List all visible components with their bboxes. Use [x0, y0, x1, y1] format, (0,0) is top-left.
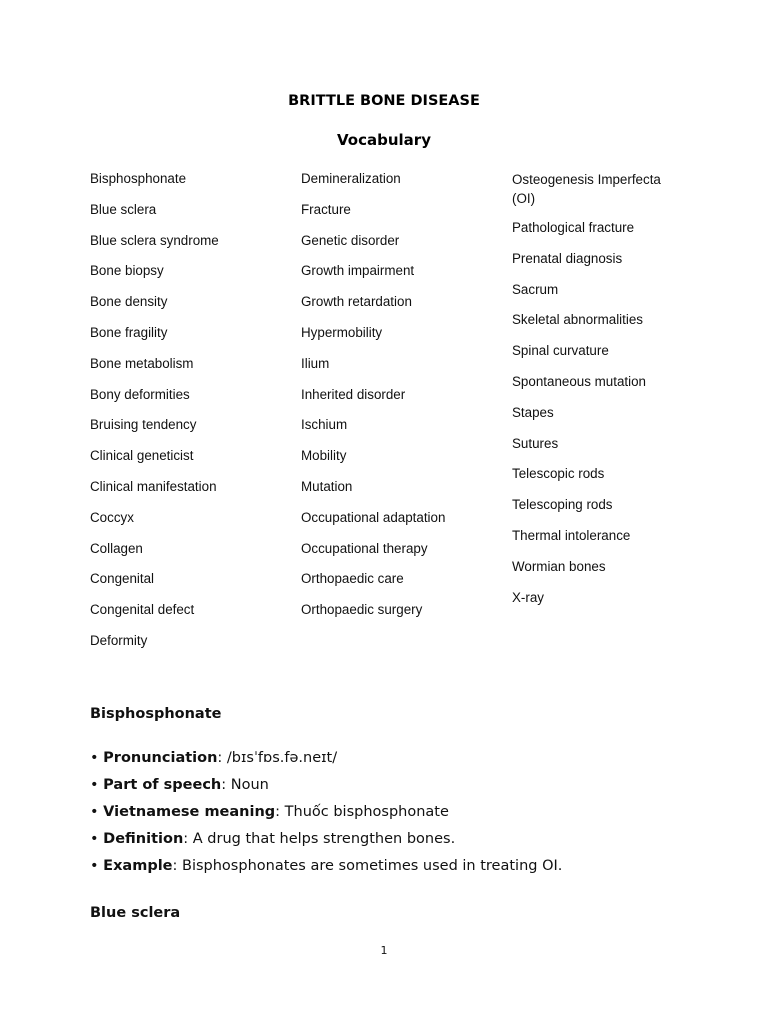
vocab-term: Bone metabolism: [90, 355, 194, 371]
vocab-term: Bruising tendency: [90, 417, 197, 433]
vocab-term: Bony deformities: [90, 386, 190, 402]
vocab-term: Deformity: [90, 632, 148, 648]
vocab-term: Bone density: [90, 294, 168, 310]
vocab-term: Bisphosphonate: [90, 171, 187, 186]
vocab-term: Thermal intolerance: [512, 527, 631, 543]
vocab-term: Telescopic rods: [512, 466, 605, 482]
vietnamese-meaning-line: [90, 802, 710, 822]
vocab-term: Osteogenesis Imperfecta (OI): [512, 172, 661, 206]
vocab-term: Occupational adaptation: [301, 509, 446, 525]
vocab-term: Coccyx: [90, 509, 134, 525]
vocab-term: Blue sclera syndrome: [90, 232, 219, 248]
entry-heading-blue-sclera: Blue sclera: [90, 905, 181, 921]
entry-bisphosphonate: [90, 704, 710, 883]
bullet: •: [90, 804, 99, 820]
vocab-term: Skeletal abnormalities: [512, 312, 643, 328]
vocab-term: Ischium: [301, 417, 348, 433]
vocab-term: Bone fragility: [90, 324, 168, 340]
vocab-term: Stapes: [512, 404, 554, 420]
vocab-term: Mobility: [301, 448, 347, 464]
vocabulary-column-1: [90, 170, 290, 663]
pronunciation-line: [90, 748, 710, 768]
vocab-term: Pathological fracture: [512, 220, 635, 235]
vocab-term: Congenital defect: [90, 602, 195, 618]
vietnamese-meaning-label: Vietnamese meaning: [103, 804, 276, 820]
vocab-term: Genetic disorder: [301, 232, 400, 248]
vocab-term: Congenital: [90, 571, 155, 587]
vocab-term: Inherited disorder: [301, 386, 406, 402]
part-of-speech-label: Part of speech: [103, 777, 222, 793]
example-label: Example: [103, 858, 173, 874]
entry-heading: Bisphosphonate: [90, 706, 222, 722]
vocab-term: Sutures: [512, 435, 559, 451]
vocab-term: Spontaneous mutation: [512, 373, 647, 389]
bullet: •: [90, 777, 99, 793]
vocab-term: Clinical geneticist: [90, 448, 194, 464]
page-number: 1: [380, 944, 388, 957]
bullet: •: [90, 831, 99, 847]
vocab-term: Wormian bones: [512, 558, 606, 574]
definition-value: : A drug that helps strengthen bones.: [183, 831, 456, 847]
vocabulary-column-3: [512, 170, 682, 619]
vocab-term: Clinical manifestation: [90, 478, 217, 494]
vocabulary-column-2: [301, 170, 501, 632]
part-of-speech-line: [90, 775, 710, 795]
document-title: BRITTLE BONE DISEASE: [288, 93, 480, 109]
pronunciation-value: : /bɪsˈfɒs.fə.neɪt/: [217, 750, 338, 766]
vocab-term: Mutation: [301, 478, 353, 494]
vocab-term: X-ray: [512, 589, 544, 605]
vocab-term: Growth retardation: [301, 294, 412, 310]
vietnamese-meaning-value: : Thuốc bisphosphonate: [275, 804, 449, 820]
definition-label: Definition: [103, 831, 184, 847]
example-line: [90, 856, 710, 876]
vocab-term: Telescoping rods: [512, 497, 613, 513]
vocab-term: Orthopaedic surgery: [301, 602, 423, 618]
vocab-term: Occupational therapy: [301, 540, 428, 556]
vocab-term: Orthopaedic care: [301, 571, 404, 587]
vocab-term: Growth impairment: [301, 263, 415, 279]
bullet: •: [90, 858, 99, 874]
section-subtitle: Vocabulary: [337, 131, 431, 149]
vocab-term: Ilium: [301, 355, 330, 371]
vocab-term: Hypermobility: [301, 324, 383, 340]
vocab-term: Fracture: [301, 201, 351, 217]
pronunciation-label: Pronunciation: [103, 750, 218, 766]
bullet: •: [90, 750, 99, 766]
part-of-speech-value: : Noun: [221, 777, 269, 793]
example-value: : Bisphosphonates are sometimes used in treating OI.: [172, 858, 563, 874]
definition-line: [90, 829, 710, 849]
vocab-term: Sacrum: [512, 281, 559, 297]
vocab-term: Spinal curvature: [512, 343, 609, 359]
vocab-term: Collagen: [90, 540, 143, 556]
vocab-term: Prenatal diagnosis: [512, 250, 623, 266]
vocab-term: Bone biopsy: [90, 263, 164, 279]
vocab-term: Demineralization: [301, 171, 401, 186]
vocab-term: Blue sclera: [90, 201, 157, 217]
